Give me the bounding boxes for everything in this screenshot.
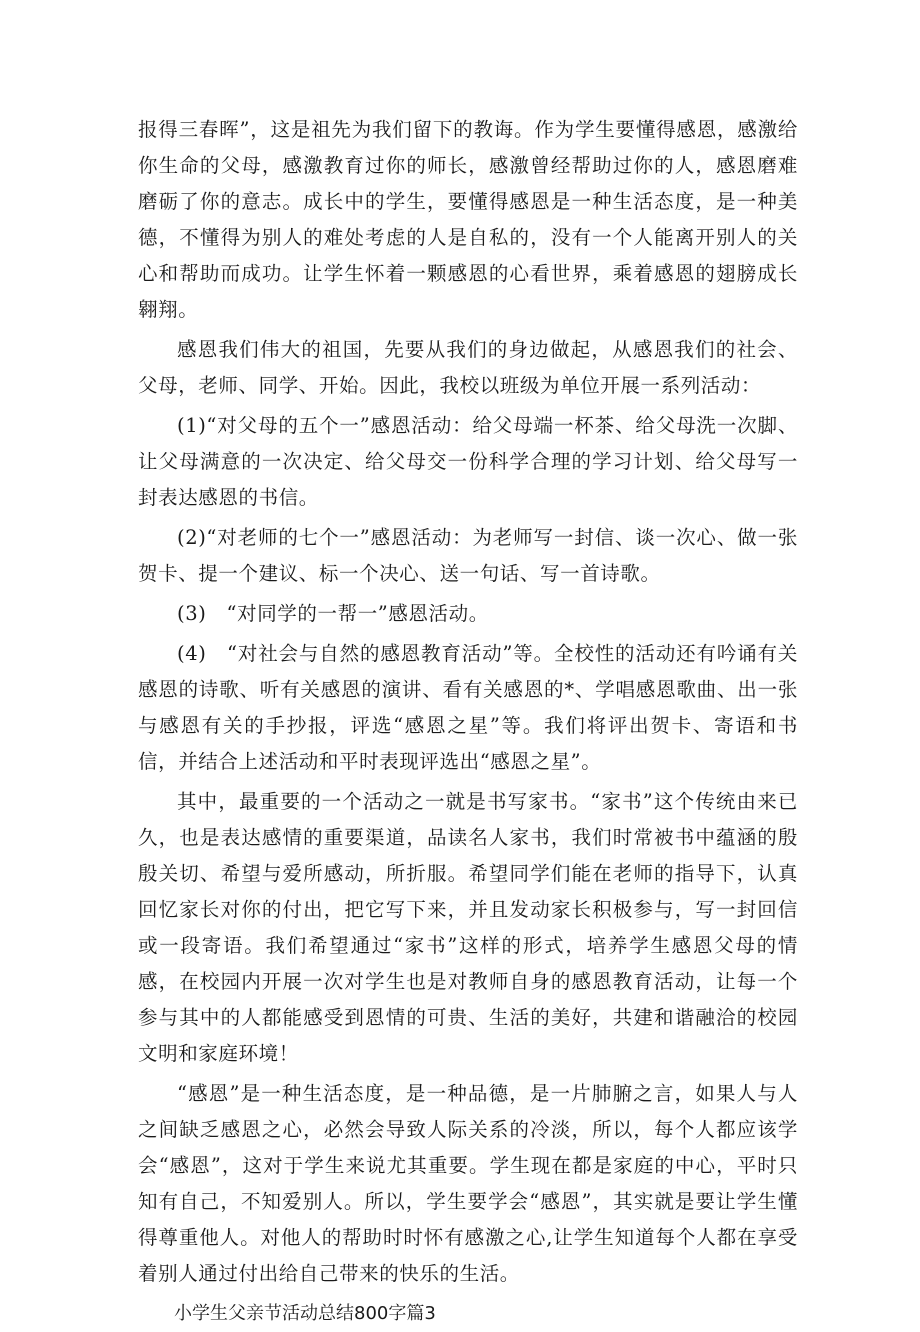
paragraph-gratitude-motherland: 感恩我们伟大的祖国，先要从我们的身边做起，从感恩我们的社会、父母，老师、同学、开始。因此，我校以班级为单位开展一系列活动： <box>138 338 798 397</box>
paragraph-gratitude-attitude: “感恩”是一种生活态度，是一种品德，是一片肺腑之言，如果人与人之间缺乏感恩之心，必然会导致人际关系的冷淡，所以，每个人都应该学会“感恩”，这对于学生来说尤其重要。学生现在都是家庭的中心，平时只知有自己，不知爱别人。所以，学生要学会“感恩”，其实就是要让学生懂得尊重他人。对他人的帮助时时怀有感激之心,让学生知道每个人都在享受着别人通过付出给自己带来的快乐的生活。 <box>138 1082 798 1285</box>
list-item-activity-1: (1)“对父母的五个一”感恩活动：给父母端一杯茶、给父母洗一次脚、让父母满意的一次决定、给父母交一份科学合理的学习计划、给父母写一封表达感恩的书信。 <box>138 414 798 509</box>
paragraph-family-letter: 其中，最重要的一个活动之一就是书写家书。“家书”这个传统由来已久，也是表达感情的重要渠道，品读名人家书，我们时常被书中蕴涵的殷殷关切、希望与爱所感动，所折服。希望同学们能在老师的指导下，认真回忆家长对你的付出，把它写下来，并且发动家长积极参与，写一封回信或一段寄语。我们希望通过“家书”这样的形式，培养学生感恩父母的情感，在校园内开展一次对学生也是对教师自身的感恩教育活动，让每一个参与其中的人都能感受到恩情的可贵、生活的美好，共建和谐融洽的校园文明和家庭环境！ <box>138 790 798 1065</box>
list-item-activity-4: (4) “对社会与自然的感恩教育活动”等。全校性的活动还有吟诵有关感恩的诗歌、听有关感恩的演讲、看有关感恩的*、学唱感恩歌曲、出一张与感恩有关的手抄报，评选“感恩之星”等。我们将评出贺卡、寄语和书信，并结合上述活动和平时表现评选出“感恩之星”。 <box>138 642 798 773</box>
section-heading: 小学生父亲节活动总结800字篇3 <box>174 1303 436 1324</box>
list-item-activity-3: (3) “对同学的一帮一”感恩活动。 <box>177 602 489 625</box>
list-item-activity-2: (2)“对老师的七个一”感恩活动：为老师写一封信、谈一次心、做一张贺卡、提一个建议、标一个决心、送一句话、写一首诗歌。 <box>138 526 798 585</box>
document-body <box>138 112 798 1332</box>
paragraph-gratitude-intro: 报得三春晖”，这是祖先为我们留下的教诲。作为学生要懂得感恩，感激给你生命的父母，感激教育过你的师长，感激曾经帮助过你的人，感恩磨难磨砺了你的意志。成长中的学生，要懂得感恩是一种生活态度，是一种美德，不懂得为别人的难处考虑的人是自私的，没有一个人能离开别人的关心和帮助而成功。让学生怀着一颗感恩的心看世界，乘着感恩的翅膀成长翱翔。 <box>138 118 798 321</box>
